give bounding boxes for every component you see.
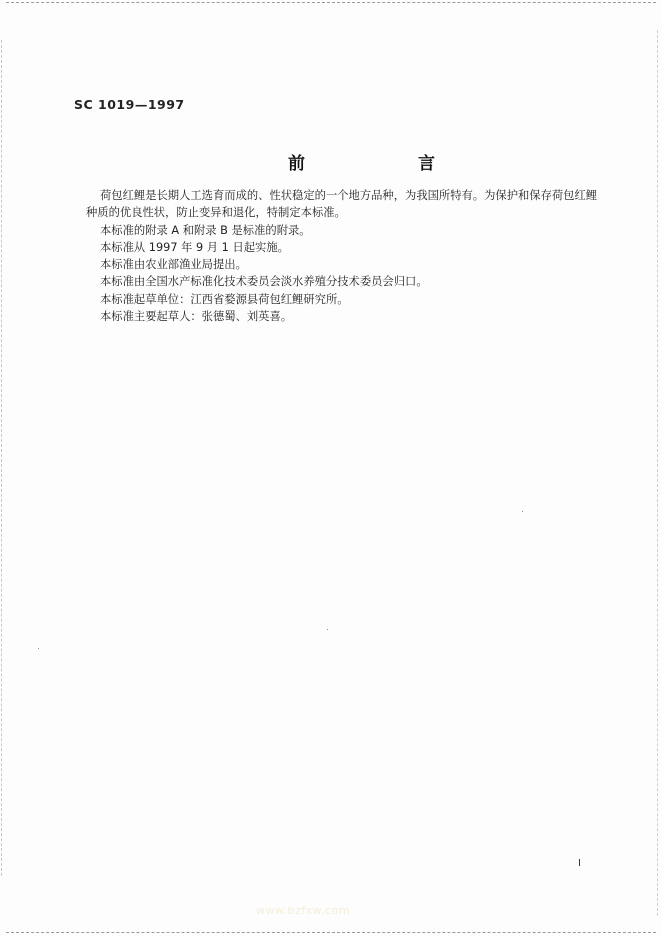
paragraph-appendix: 本标准的附录 A 和附录 B 是标准的附录。 — [100, 223, 311, 237]
standard-code: SC 1019—1997 — [74, 97, 185, 112]
watermark: www.bzfxw.com — [256, 904, 351, 917]
scan-border-top — [6, 2, 656, 3]
paragraph-proposer: 本标准由农业部渔业局提出。 — [100, 258, 247, 272]
foreword-body — [86, 187, 598, 325]
page-title: 前 言 — [288, 154, 483, 174]
paragraph-drafting-unit: 本标准起草单位：江西省婺源县荷包红鲤研究所。 — [100, 292, 349, 306]
paragraph-effective-date: 本标准从 1997 年 9 月 1 日起实施。 — [100, 240, 289, 254]
scan-border-bottom — [6, 932, 656, 933]
page-number: I — [578, 858, 581, 869]
paragraph-drafters: 本标准主要起草人：张德蜀、刘英喜。 — [100, 310, 293, 324]
scan-speck — [38, 648, 39, 649]
scan-border-right — [657, 30, 658, 916]
paragraph-responsible-committee: 本标准由全国水产标准化技术委员会淡水养殖分技术委员会归口。 — [100, 275, 428, 289]
scan-speck — [327, 629, 328, 630]
scan-border-left — [1, 40, 2, 876]
paragraph-intro: 荷包红鲤是长期人工选育而成的、性状稳定的一个地方品种，为我国所特有。为保护和保存荷包红鲤种质的优良性状，防止变异和退化，特制定本标准。 — [86, 189, 598, 220]
scan-speck — [522, 511, 523, 512]
